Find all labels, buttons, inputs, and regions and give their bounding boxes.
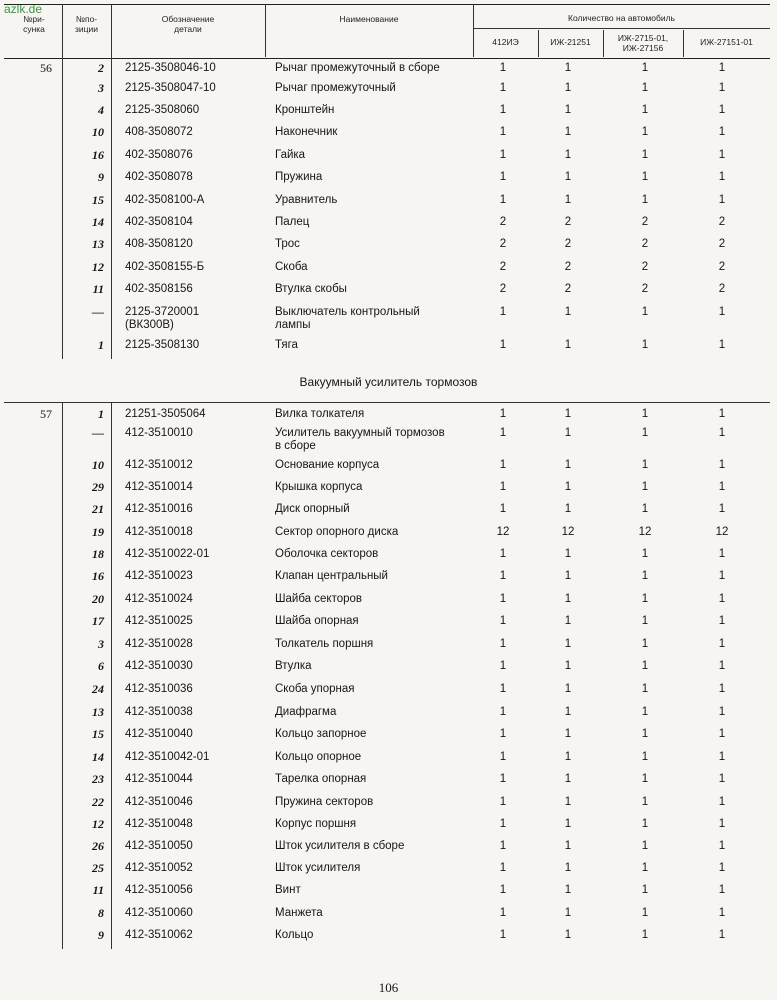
- quantity-cell: 1: [564, 751, 572, 763]
- position-number: 20: [92, 592, 104, 606]
- part-number: 402-3508076: [125, 149, 193, 161]
- quantity-cell: 1: [564, 570, 572, 582]
- position-number: 10: [92, 125, 104, 139]
- quantity-cell: 1: [641, 306, 649, 318]
- quantity-cell: 1: [641, 660, 649, 672]
- part-name: Сектор опорного диска: [275, 526, 399, 538]
- part-name: Палец: [275, 216, 310, 228]
- quantity-cell: 1: [499, 481, 507, 493]
- quantity-cell: 1: [564, 408, 572, 420]
- part-name: Клапан центральный: [275, 570, 388, 582]
- quantity-cell: 1: [718, 907, 726, 919]
- quantity-cell: 1: [564, 929, 572, 941]
- quantity-cell: 1: [718, 862, 726, 874]
- part-number: 402-3508155-Б: [125, 261, 205, 273]
- quantity-cell: 2: [718, 283, 726, 295]
- part-name: Втулка: [275, 660, 312, 672]
- part-name: Кронштейн: [275, 104, 335, 116]
- position-number: 6: [98, 659, 104, 673]
- quantity-cell: 1: [499, 62, 507, 74]
- part-name: Тарелка опорная: [275, 773, 367, 785]
- part-number: 402-3508100-А: [125, 194, 205, 206]
- quantity-cell: 1: [499, 818, 507, 830]
- position-number: —: [92, 305, 104, 319]
- part-number: 408-3508120: [125, 238, 193, 250]
- quantity-cell: 1: [718, 638, 726, 650]
- part-number: 412-3510042-01: [125, 751, 210, 763]
- part-name: Кольцо опорное: [275, 751, 362, 763]
- quantity-cell: 1: [641, 683, 649, 695]
- quantity-cell: 1: [718, 728, 726, 740]
- quantity-cell: 1: [564, 818, 572, 830]
- header-qty: Количество на автомобиль: [568, 13, 675, 23]
- divider: [473, 28, 770, 29]
- quantity-cell: 1: [499, 570, 507, 582]
- part-number: 412-3510052: [125, 862, 193, 874]
- quantity-cell: 2: [499, 283, 507, 295]
- header-model: ИЖ-27151-01: [700, 37, 753, 47]
- part-name: Шайба опорная: [275, 615, 359, 627]
- quantity-cell: 1: [641, 171, 649, 183]
- quantity-cell: 1: [641, 459, 649, 471]
- quantity-cell: 1: [564, 683, 572, 695]
- position-number: 12: [92, 260, 104, 274]
- position-number: 19: [92, 525, 104, 539]
- quantity-cell: 1: [718, 104, 726, 116]
- part-name: Диафрагма: [275, 706, 337, 718]
- quantity-cell: 1: [564, 548, 572, 560]
- position-number: 22: [92, 795, 104, 809]
- quantity-cell: 1: [499, 427, 507, 439]
- quantity-cell: 1: [564, 481, 572, 493]
- quantity-cell: 1: [718, 408, 726, 420]
- quantity-cell: 1: [641, 149, 649, 161]
- quantity-cell: 1: [718, 929, 726, 941]
- position-number: 1: [98, 407, 104, 421]
- quantity-cell: 1: [718, 82, 726, 94]
- position-number: 3: [98, 81, 104, 95]
- quantity-cell: 1: [499, 638, 507, 650]
- part-number: 412-3510018: [125, 526, 193, 538]
- quantity-cell: 1: [641, 773, 649, 785]
- quantity-cell: 1: [641, 728, 649, 740]
- part-name: Оболочка секторов: [275, 548, 379, 560]
- part-name: Толкатель поршня: [275, 638, 374, 650]
- quantity-cell: 1: [499, 503, 507, 515]
- part-number: 2125-3720001 (ВК300В): [125, 306, 200, 331]
- header-model: 412ИЭ: [492, 37, 519, 47]
- part-name: Шток усилителя: [275, 862, 361, 874]
- quantity-cell: 1: [718, 503, 726, 515]
- position-number: 26: [92, 839, 104, 853]
- part-name: Трос: [275, 238, 300, 250]
- part-name: Пружина: [275, 171, 323, 183]
- part-number: 412-3510022-01: [125, 548, 210, 560]
- quantity-cell: 1: [499, 751, 507, 763]
- position-number: 2: [98, 61, 104, 75]
- quantity-cell: 1: [499, 149, 507, 161]
- divider: [473, 4, 474, 57]
- quantity-cell: 1: [641, 907, 649, 919]
- quantity-cell: 1: [564, 427, 572, 439]
- position-number: 9: [98, 928, 104, 942]
- quantity-cell: 1: [718, 660, 726, 672]
- quantity-cell: 1: [641, 548, 649, 560]
- quantity-cell: 1: [718, 427, 726, 439]
- quantity-cell: 1: [499, 104, 507, 116]
- part-number: 412-3510010: [125, 427, 193, 439]
- quantity-cell: 1: [718, 570, 726, 582]
- quantity-cell: 1: [564, 126, 572, 138]
- quantity-cell: 1: [564, 638, 572, 650]
- position-number: 15: [92, 727, 104, 741]
- quantity-cell: 1: [718, 149, 726, 161]
- part-name: Основание корпуса: [275, 459, 380, 471]
- quantity-cell: 1: [718, 593, 726, 605]
- quantity-cell: 2: [499, 261, 507, 273]
- quantity-cell: 1: [499, 339, 507, 351]
- section-title: Вакуумный усилитель тормозов: [299, 375, 478, 389]
- quantity-cell: 1: [564, 194, 572, 206]
- quantity-cell: 2: [641, 283, 649, 295]
- quantity-cell: 2: [718, 216, 726, 228]
- part-name: Рычаг промежуточный в сборе: [275, 62, 440, 74]
- quantity-cell: 2: [564, 283, 572, 295]
- position-number: 17: [92, 614, 104, 628]
- quantity-cell: 1: [718, 840, 726, 852]
- quantity-cell: 1: [641, 638, 649, 650]
- quantity-cell: 1: [564, 149, 572, 161]
- quantity-cell: 1: [499, 593, 507, 605]
- quantity-cell: 1: [564, 171, 572, 183]
- part-number: 408-3508072: [125, 126, 193, 138]
- part-number: 412-3510025: [125, 615, 193, 627]
- part-number: 412-3510012: [125, 459, 193, 471]
- quantity-cell: 1: [499, 884, 507, 896]
- quantity-cell: 1: [499, 548, 507, 560]
- quantity-cell: 2: [499, 238, 507, 250]
- part-name: Манжета: [275, 907, 323, 919]
- quantity-cell: 1: [564, 862, 572, 874]
- quantity-cell: 1: [718, 751, 726, 763]
- part-number: 412-3510050: [125, 840, 193, 852]
- quantity-cell: 1: [718, 339, 726, 351]
- position-number: 15: [92, 193, 104, 207]
- part-name: Кольцо запорное: [275, 728, 367, 740]
- part-number: 412-3510038: [125, 706, 193, 718]
- part-number: 412-3510016: [125, 503, 193, 515]
- part-number: 412-3510060: [125, 907, 193, 919]
- quantity-cell: 1: [718, 126, 726, 138]
- figure-number: 56: [40, 61, 52, 75]
- part-name: Уравнитель: [275, 194, 338, 206]
- header-fig: №ри- сунка: [23, 14, 45, 34]
- position-number: 16: [92, 569, 104, 583]
- quantity-cell: 1: [718, 773, 726, 785]
- quantity-cell: 1: [499, 194, 507, 206]
- quantity-cell: 1: [564, 306, 572, 318]
- part-name: Втулка скобы: [275, 283, 347, 295]
- quantity-cell: 1: [564, 593, 572, 605]
- position-number: —: [92, 426, 104, 440]
- quantity-cell: 1: [641, 126, 649, 138]
- quantity-cell: 1: [564, 706, 572, 718]
- part-number: 2125-3508047-10: [125, 82, 216, 94]
- quantity-cell: 1: [718, 796, 726, 808]
- quantity-cell: 2: [564, 216, 572, 228]
- part-number: 21251-3505064: [125, 408, 206, 420]
- quantity-cell: 1: [499, 660, 507, 672]
- quantity-cell: 1: [499, 171, 507, 183]
- quantity-cell: 1: [718, 306, 726, 318]
- quantity-cell: 1: [564, 82, 572, 94]
- quantity-cell: 1: [564, 339, 572, 351]
- position-number: 25: [92, 861, 104, 875]
- quantity-cell: 1: [641, 929, 649, 941]
- figure-number: 57: [40, 407, 52, 421]
- quantity-cell: 1: [499, 728, 507, 740]
- quantity-cell: 1: [564, 615, 572, 627]
- header-model: ИЖ-21251: [550, 37, 591, 47]
- quantity-cell: 1: [564, 104, 572, 116]
- part-number: 412-3510014: [125, 481, 193, 493]
- position-number: 4: [98, 103, 104, 117]
- quantity-cell: 1: [499, 683, 507, 695]
- part-number: 412-3510028: [125, 638, 193, 650]
- quantity-cell: 1: [641, 82, 649, 94]
- part-name: Шток усилителя в сборе: [275, 840, 405, 852]
- divider: [4, 402, 770, 403]
- watermark: azlk.de: [4, 2, 43, 16]
- part-number: 412-3510036: [125, 683, 193, 695]
- quantity-cell: 1: [499, 459, 507, 471]
- quantity-cell: 1: [718, 171, 726, 183]
- part-name: Скоба упорная: [275, 683, 355, 695]
- quantity-cell: 1: [641, 706, 649, 718]
- position-number: 3: [98, 637, 104, 651]
- position-number: 29: [92, 480, 104, 494]
- quantity-cell: 1: [641, 427, 649, 439]
- quantity-cell: 1: [641, 884, 649, 896]
- quantity-cell: 1: [718, 683, 726, 695]
- quantity-cell: 1: [718, 615, 726, 627]
- position-number: 9: [98, 170, 104, 184]
- quantity-cell: 1: [499, 706, 507, 718]
- part-name: Рычаг промежуточный: [275, 82, 396, 94]
- position-number: 13: [92, 705, 104, 719]
- quantity-cell: 1: [641, 615, 649, 627]
- quantity-cell: 1: [718, 706, 726, 718]
- quantity-cell: 1: [718, 481, 726, 493]
- position-number: 23: [92, 772, 104, 786]
- part-number: 412-3510044: [125, 773, 193, 785]
- divider: [111, 57, 112, 359]
- part-number: 412-3510048: [125, 818, 193, 830]
- quantity-cell: 1: [641, 339, 649, 351]
- quantity-cell: 1: [641, 408, 649, 420]
- quantity-cell: 1: [564, 660, 572, 672]
- position-number: 11: [92, 282, 104, 296]
- header-name: Наименование: [339, 14, 399, 24]
- quantity-cell: 1: [564, 773, 572, 785]
- quantity-cell: 1: [499, 82, 507, 94]
- quantity-cell: 2: [499, 216, 507, 228]
- quantity-cell: 2: [641, 238, 649, 250]
- part-number: 402-3508078: [125, 171, 193, 183]
- part-name: Корпус поршня: [275, 818, 357, 830]
- part-number: 2125-3508046-10: [125, 62, 216, 74]
- quantity-cell: 1: [641, 862, 649, 874]
- quantity-cell: 1: [641, 818, 649, 830]
- position-number: 21: [92, 502, 104, 516]
- position-number: 10: [92, 458, 104, 472]
- quantity-cell: 1: [499, 907, 507, 919]
- part-name: Вилка толкателя: [275, 408, 365, 420]
- part-name: Крышка корпуса: [275, 481, 363, 493]
- part-number: 412-3510030: [125, 660, 193, 672]
- quantity-cell: 1: [641, 840, 649, 852]
- quantity-cell: 2: [564, 238, 572, 250]
- quantity-cell: 1: [718, 194, 726, 206]
- part-name: Кольцо: [275, 929, 314, 941]
- quantity-cell: 1: [641, 503, 649, 515]
- part-number: 412-3510056: [125, 884, 193, 896]
- position-number: 8: [98, 906, 104, 920]
- quantity-cell: 1: [641, 104, 649, 116]
- part-number: 402-3508156: [125, 283, 193, 295]
- quantity-cell: 12: [638, 526, 652, 538]
- part-number: 412-3510023: [125, 570, 193, 582]
- quantity-cell: 1: [499, 126, 507, 138]
- part-number: 2125-3508060: [125, 104, 200, 116]
- part-number: 412-3510046: [125, 796, 193, 808]
- part-name: Наконечник: [275, 126, 338, 138]
- quantity-cell: 1: [718, 884, 726, 896]
- quantity-cell: 1: [564, 907, 572, 919]
- quantity-cell: 1: [564, 503, 572, 515]
- header-part: Обозначение детали: [161, 14, 215, 34]
- quantity-cell: 1: [499, 840, 507, 852]
- position-number: 13: [92, 237, 104, 251]
- quantity-cell: 1: [718, 818, 726, 830]
- header-pos: №по- зиции: [74, 14, 98, 34]
- part-name: Усилитель вакуумный тормозов в сборе: [275, 427, 445, 452]
- part-number: 412-3510024: [125, 593, 193, 605]
- position-number: 11: [92, 883, 104, 897]
- position-number: 14: [92, 750, 104, 764]
- quantity-cell: 12: [496, 526, 510, 538]
- divider: [265, 4, 266, 57]
- part-number: 402-3508104: [125, 216, 193, 228]
- quantity-cell: 12: [715, 526, 729, 538]
- quantity-cell: 1: [641, 481, 649, 493]
- part-name: Скоба: [275, 261, 308, 273]
- part-name: Гайка: [275, 149, 306, 161]
- quantity-cell: 1: [499, 929, 507, 941]
- quantity-cell: 2: [564, 261, 572, 273]
- quantity-cell: 1: [641, 194, 649, 206]
- part-number: 2125-3508130: [125, 339, 200, 351]
- part-name: Пружина секторов: [275, 796, 374, 808]
- quantity-cell: 1: [564, 884, 572, 896]
- quantity-cell: 1: [564, 840, 572, 852]
- divider: [111, 402, 112, 949]
- quantity-cell: 1: [499, 408, 507, 420]
- position-number: 18: [92, 547, 104, 561]
- position-number: 12: [92, 817, 104, 831]
- part-name: Диск опорный: [275, 503, 350, 515]
- quantity-cell: 1: [499, 306, 507, 318]
- quantity-cell: 1: [718, 548, 726, 560]
- quantity-cell: 12: [561, 526, 575, 538]
- quantity-cell: 1: [499, 615, 507, 627]
- part-number: 412-3510062: [125, 929, 193, 941]
- quantity-cell: 1: [641, 751, 649, 763]
- quantity-cell: 1: [641, 62, 649, 74]
- part-name: Выключатель контрольный лампы: [275, 306, 420, 331]
- page-number: 106: [378, 980, 399, 995]
- quantity-cell: 1: [499, 773, 507, 785]
- quantity-cell: 2: [641, 261, 649, 273]
- quantity-cell: 2: [718, 261, 726, 273]
- quantity-cell: 1: [564, 62, 572, 74]
- quantity-cell: 1: [499, 862, 507, 874]
- position-number: 1: [98, 338, 104, 352]
- quantity-cell: 1: [641, 796, 649, 808]
- quantity-cell: 1: [718, 459, 726, 471]
- position-number: 24: [92, 682, 104, 696]
- part-number: 412-3510040: [125, 728, 193, 740]
- quantity-cell: 1: [564, 796, 572, 808]
- header-model: ИЖ-2715-01, ИЖ-27156: [617, 33, 669, 53]
- quantity-cell: 1: [718, 62, 726, 74]
- quantity-cell: 2: [641, 216, 649, 228]
- quantity-cell: 2: [718, 238, 726, 250]
- quantity-cell: 1: [641, 570, 649, 582]
- quantity-cell: 1: [499, 796, 507, 808]
- quantity-cell: 1: [564, 459, 572, 471]
- position-number: 16: [92, 148, 104, 162]
- position-number: 14: [92, 215, 104, 229]
- quantity-cell: 1: [641, 593, 649, 605]
- part-name: Шайба секторов: [275, 593, 363, 605]
- quantity-cell: 1: [564, 728, 572, 740]
- part-name: Винт: [275, 884, 301, 896]
- part-name: Тяга: [275, 339, 298, 351]
